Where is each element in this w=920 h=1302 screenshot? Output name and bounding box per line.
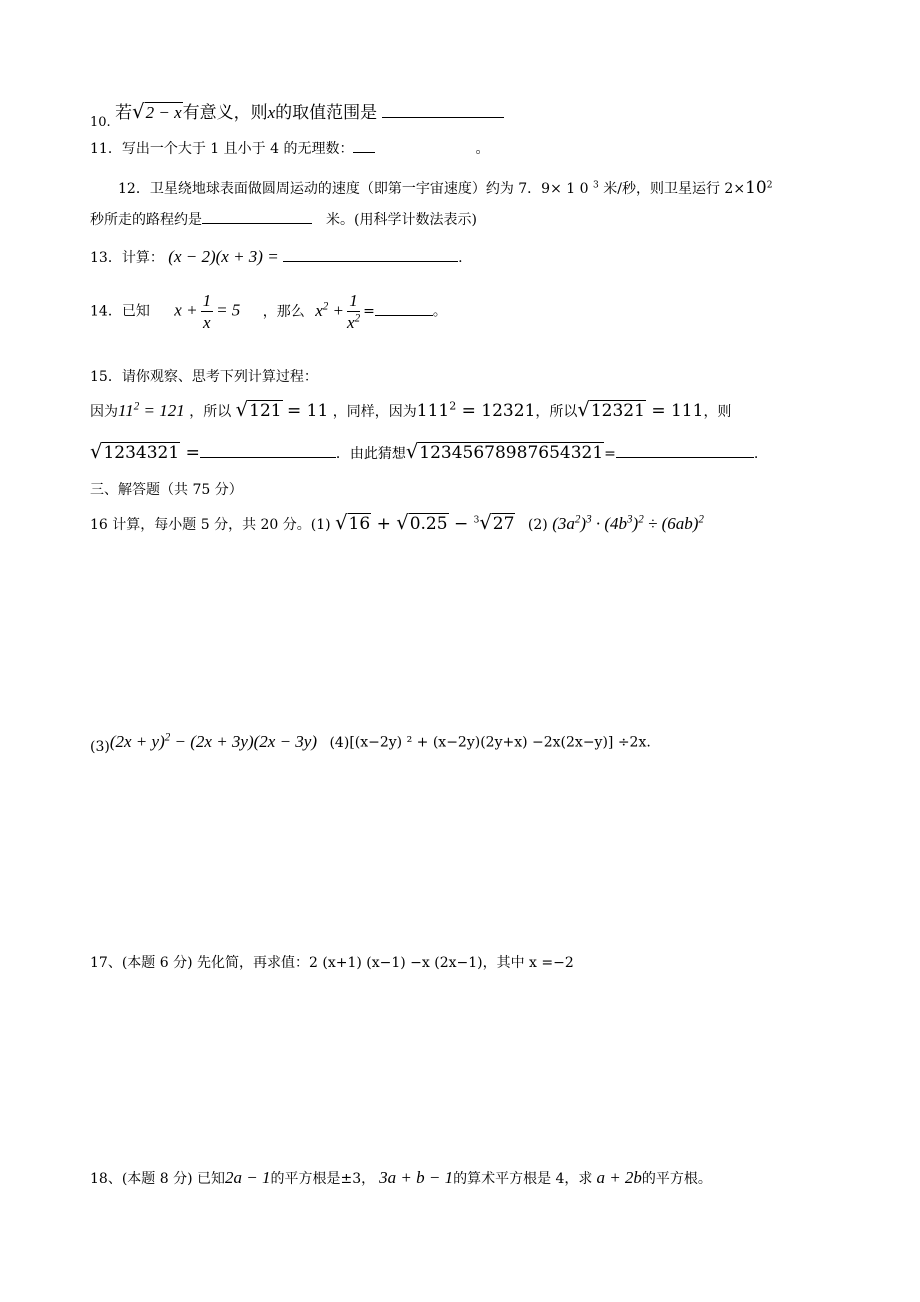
math-expression: (x − 2)(x + 3) = (168, 247, 279, 266)
question-text: 请你观察、思考下列计算过程： (121, 369, 318, 385)
question-text: 写出一个大于 1 且小于 4 的无理数： (121, 141, 354, 157)
answer-blank[interactable] (375, 315, 433, 316)
answer-blank[interactable] (202, 223, 312, 224)
math-condition: x + $\frac{1}{x}$ = 5 (174, 291, 241, 333)
question-text: 的平方根。 (641, 1171, 712, 1187)
question-11 (90, 141, 489, 158)
question-text: 18、(本题 8 分) 已知 (90, 1171, 225, 1187)
question-16-part3-4 (90, 731, 651, 755)
math-expression: $x^2$ + $\frac{1}{x^2}$ (315, 291, 361, 333)
part-label: (3) (90, 738, 110, 755)
question-text: 已知 (121, 303, 150, 320)
math-expression: 3a + b − 1 (379, 1168, 454, 1187)
question-text: 计算： (121, 250, 164, 266)
question-number: 15． (90, 369, 122, 385)
question-number: 14． (90, 303, 122, 320)
question-15-line1: 因为$11^2 = 121$ ，所以 √121 = 11 ，同样，因为$111^2 = 12321$，所以√12321 = 111，则 (90, 398, 732, 421)
answer-blank[interactable] (616, 457, 754, 458)
question-number: 10. (90, 115, 111, 130)
question-13: 13．计算： (x − 2)(x + 3) = . (90, 247, 463, 266)
question-number: 12． (118, 181, 150, 197)
question-18 (90, 1168, 712, 1188)
question-text: ，那么 (262, 303, 305, 320)
period: 。 (432, 303, 447, 320)
question-12: 12．卫星绕地球表面做圆周运动的速度（即第一宇宙速度）约为 7．9× 1 0 $^3$ 米/秒，则卫星运行 $2\times 10^2$ (118, 178, 773, 198)
part-label: (2) (527, 517, 548, 533)
answer-blank[interactable] (200, 457, 336, 458)
question-text: 16 计算，每小题 5 分，共 20 分。(1) (90, 517, 331, 533)
question-17: 17、(本题 6 分) 先化简，再求值：2 (x+1) (x−1) −x (2x−1)，其中 x =−2 (90, 955, 574, 971)
question-number: 13． (90, 250, 122, 266)
question-15 (90, 369, 318, 386)
question-text: 的算术平方根是 4，求 (453, 1171, 593, 1187)
question-text: 若√2 − x有意义，则x的取值范围是 (115, 100, 378, 123)
math-expression-3: $(2x + y)^2 - (2x + 3y)(2x - 3y)$ (109, 731, 318, 751)
question-number: 11． (90, 141, 122, 157)
question-15-line2: √1234321 = ．由此猜想√12345678987654321= . (90, 440, 759, 463)
answer-blank[interactable] (382, 117, 504, 118)
math-expression-2: $(3a^2)^3 \cdot (4b^3)^2 \div (6ab)^2$ (552, 513, 704, 533)
question-text: 的平方根是±3， (270, 1171, 376, 1187)
question-text: 秒所走的路程约是 (90, 212, 202, 228)
question-12-cont (90, 212, 477, 229)
math-expression: 2a − 1 (225, 1168, 271, 1187)
answer-blank[interactable] (353, 152, 375, 153)
period: 。 (475, 141, 490, 157)
math-expression-4: [(x−2y) ² + (x−2y)(2y+x) −2x(2x−y)] ÷2x. (349, 734, 651, 751)
question-10 (90, 100, 504, 130)
section-heading: 三、解答题（共 75 分） (90, 482, 243, 498)
question-16 (90, 511, 704, 534)
math-expression-1: √16 + √0.25 − $^3$√27 (335, 511, 515, 534)
part-label: (4) (329, 734, 350, 751)
question-text: 米。(用科学计数法表示) (326, 212, 477, 228)
answer-blank[interactable] (283, 261, 458, 262)
question-14: 14．已知 x + $\frac{1}{x}$ = 5 ，那么 $x^2$ + $\frac{1}{x^2}$ = 。 (90, 291, 447, 333)
math-expression: a + 2b (596, 1168, 642, 1187)
